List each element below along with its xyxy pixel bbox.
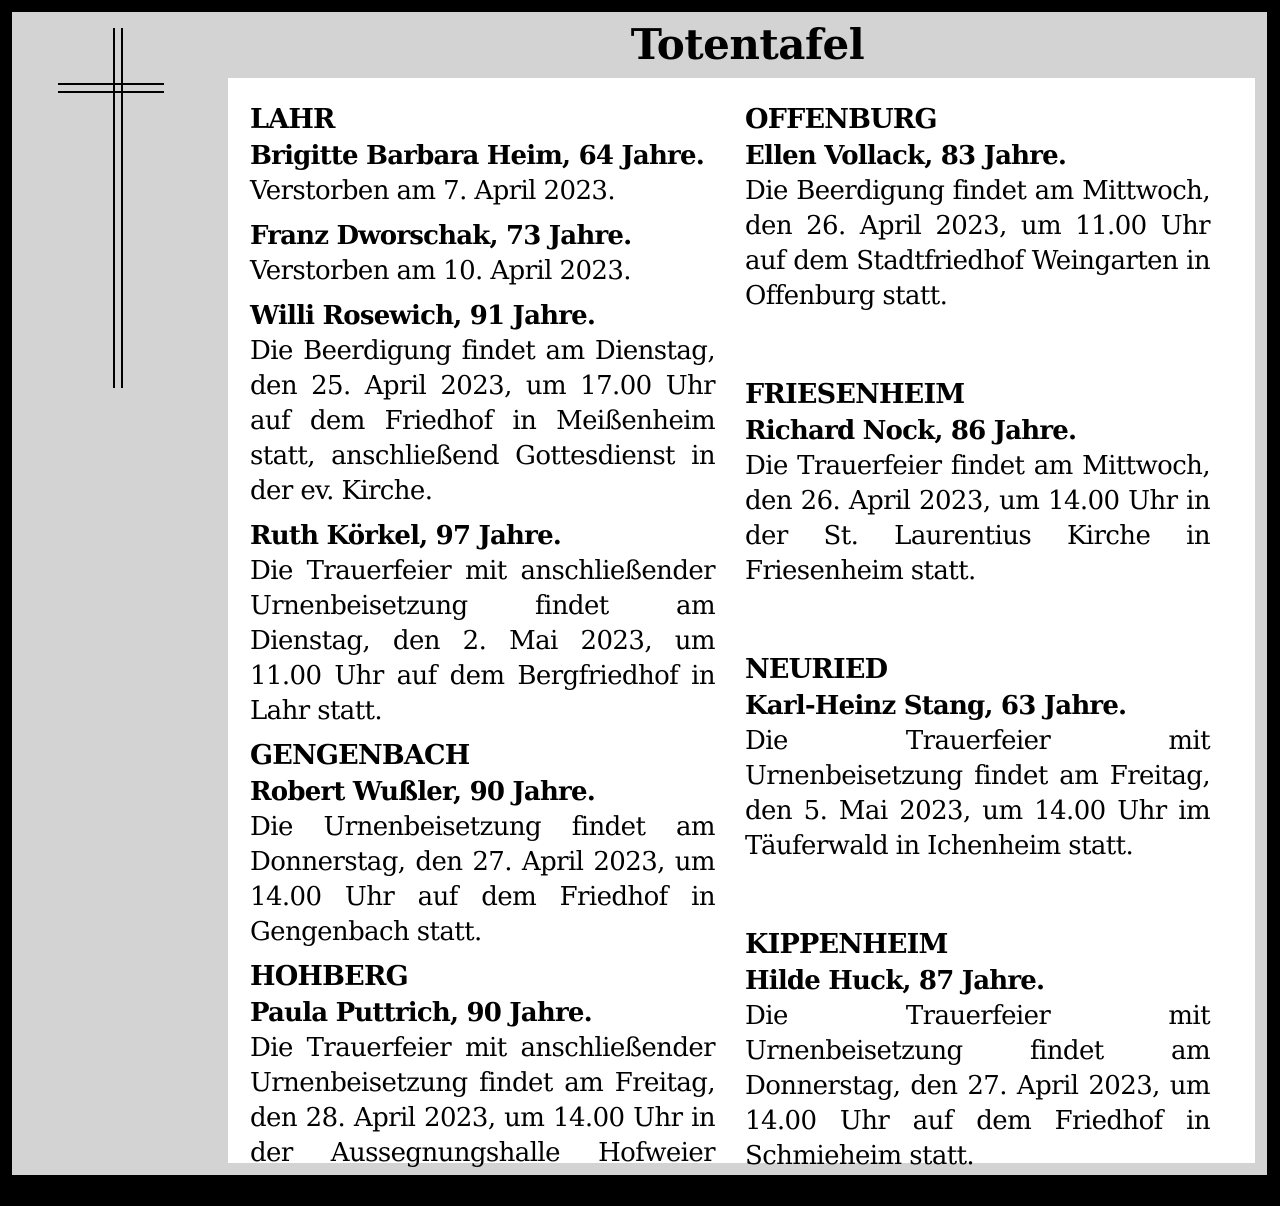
deceased-name: Franz Dworschak, 73 Jahre. — [250, 221, 632, 251]
section-neuried — [745, 652, 1210, 873]
funeral-detail: Die Trauerfeier mit Urnenbeisetzung findet am Donnerstag, den 27. April 2023, um 14.00 Uhr auf dem Friedhof in Schmieheim statt. — [745, 1001, 1210, 1171]
deceased-name: Ellen Vollack, 83 Jahre. — [745, 141, 1067, 171]
content-area — [228, 78, 1255, 1203]
section-kippenheim — [745, 927, 1210, 1174]
town-heading: FRIESENHEIM — [745, 379, 965, 410]
deceased-name: Paula Puttrich, 90 Jahre. — [250, 998, 592, 1028]
funeral-detail: Die Beerdigung findet am Mittwoch, den 26. April 2023, um 11.00 Uhr auf dem Stadtfriedhof Weingarten in Offenburg statt. — [745, 176, 1210, 311]
cross-icon — [58, 28, 164, 388]
left-column — [250, 102, 715, 1206]
page-title: Totentafel — [630, 20, 865, 69]
town-heading: GENGENBACH — [250, 740, 470, 771]
section-offenburg — [745, 102, 1210, 323]
deceased-name: Brigitte Barbara Heim, 64 Jahre. — [250, 141, 704, 171]
deceased-name: Hilde Huck, 87 Jahre. — [745, 966, 1045, 996]
funeral-detail: Die Beerdigung findet am Dienstag, den 25. April 2023, um 17.00 Uhr auf dem Friedhof in Meißenheim statt, anschließend Gottesdienst in der ev. Kirche. — [250, 336, 715, 506]
town-heading: OFFENBURG — [745, 104, 937, 135]
deceased-name: Willi Rosewich, 91 Jahre. — [250, 301, 596, 331]
funeral-detail: Die Trauerfeier mit anschließender Urnenbeisetzung findet am Dienstag, den 2. Mai 2023, um 11.00 Uhr auf dem Bergfriedhof in Lahr statt. — [250, 556, 715, 726]
deceased-name: Ruth Körkel, 97 Jahre. — [250, 521, 562, 551]
funeral-detail: Die Trauerfeier mit anschließender Urnenbeisetzung findet am Freitag, den 28. April 2023, um 14.00 Uhr in der Aussegnungshalle Hofweier statt. — [250, 1033, 715, 1203]
deceased-name: Robert Wußler, 90 Jahre. — [250, 777, 595, 807]
town-heading: LAHR — [250, 104, 335, 135]
funeral-detail: Die Trauerfeier findet am Mittwoch, den 26. April 2023, um 14.00 Uhr in der St. Laurentius Kirche in Friesenheim statt. — [745, 451, 1210, 586]
town-heading: HOHBERG — [250, 961, 408, 992]
town-heading: KIPPENHEIM — [745, 929, 948, 960]
funeral-detail: Die Trauerfeier mit Urnenbeisetzung findet am Freitag, den 5. Mai 2023, um 14.00 Uhr im Täuferwald in Ichenheim statt. — [745, 726, 1210, 861]
section-hohberg — [250, 959, 715, 1206]
funeral-detail: Die Urnenbeisetzung findet am Donnerstag, den 27. April 2023, um 14.00 Uhr auf dem Friedhof in Gengenbach statt. — [250, 812, 715, 947]
section-friesenheim — [745, 377, 1210, 598]
funeral-detail: Verstorben am 10. April 2023. — [250, 256, 631, 286]
deceased-name: Richard Nock, 86 Jahre. — [745, 416, 1077, 446]
funeral-detail: Verstorben am 7. April 2023. — [250, 176, 615, 206]
section-lahr — [250, 102, 715, 729]
town-heading: NEURIED — [745, 654, 888, 685]
section-gengenbach — [250, 738, 715, 950]
deceased-name: Karl-Heinz Stang, 63 Jahre. — [745, 691, 1127, 721]
